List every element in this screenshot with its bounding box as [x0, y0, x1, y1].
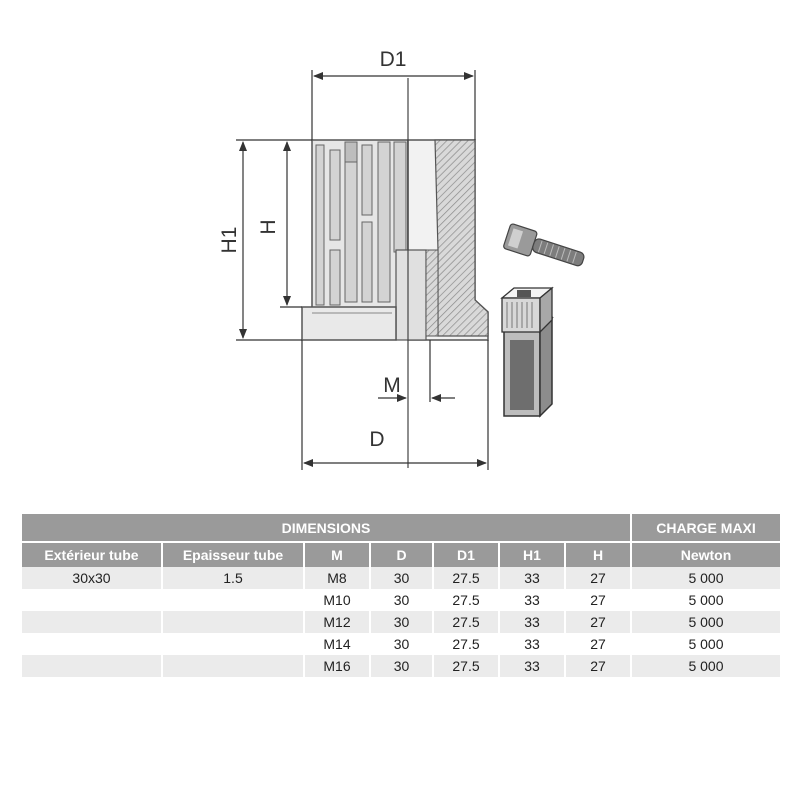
- table-cell: 5 000: [631, 567, 780, 589]
- table-cell: 27.5: [433, 633, 499, 655]
- table-row: [22, 589, 780, 611]
- dimensions-group-header: DIMENSIONS: [22, 514, 631, 542]
- table-cell: [22, 589, 162, 611]
- dimension-d1: [312, 70, 475, 140]
- square-tube-illustration: [502, 288, 552, 416]
- dimension-h-label: H: [257, 219, 280, 235]
- table-cell: 1.5: [162, 567, 304, 589]
- table-row: [22, 633, 780, 655]
- table-cell: 33: [499, 611, 565, 633]
- table-cell: 5 000: [631, 655, 780, 677]
- table-cell: 5 000: [631, 611, 780, 633]
- col-header-h1: H1: [499, 542, 565, 567]
- table-cell: 27: [565, 567, 631, 589]
- table-cell: [22, 633, 162, 655]
- table-cell: [162, 589, 304, 611]
- table-cell: 27: [565, 633, 631, 655]
- table-cell: 33: [499, 589, 565, 611]
- col-header-newton: Newton: [631, 542, 780, 567]
- col-header-d1: D1: [433, 542, 499, 567]
- part-body: [302, 140, 488, 340]
- table-cell: 27: [565, 589, 631, 611]
- table-cell: 33: [499, 567, 565, 589]
- table-cell: 5 000: [631, 633, 780, 655]
- table-cell: 33: [499, 655, 565, 677]
- table-cell: 27: [565, 611, 631, 633]
- table-cell: M14: [304, 633, 370, 655]
- charge-maxi-group-header: CHARGE MAXI: [631, 514, 780, 542]
- table-cell: 30: [370, 589, 433, 611]
- table-cell: 30x30: [22, 567, 162, 589]
- table-cell: 30: [370, 611, 433, 633]
- table-cell: M16: [304, 655, 370, 677]
- table-cell: [162, 633, 304, 655]
- col-header-m: M: [304, 542, 370, 567]
- dimension-d-label: D: [369, 428, 385, 451]
- table-cell: 30: [370, 655, 433, 677]
- col-header-exterieur-tube: Extérieur tube: [22, 542, 162, 567]
- dimension-h: [280, 142, 302, 307]
- dimension-h1: [236, 140, 312, 340]
- table-cell: M12: [304, 611, 370, 633]
- table-cell: 33: [499, 633, 565, 655]
- table-cell: [162, 611, 304, 633]
- table-cell: 30: [370, 633, 433, 655]
- dimensions-table: [22, 514, 780, 677]
- table-row: [22, 611, 780, 633]
- table-cell: 27.5: [433, 567, 499, 589]
- table-cell: 27.5: [433, 611, 499, 633]
- table-cell: [22, 655, 162, 677]
- table-cell: 27.5: [433, 655, 499, 677]
- table-cell: 27: [565, 655, 631, 677]
- table-cell: [162, 655, 304, 677]
- dimension-d: [302, 340, 488, 470]
- table-cell: M8: [304, 567, 370, 589]
- table-cell: [22, 611, 162, 633]
- col-header-d: D: [370, 542, 433, 567]
- dimension-h1-label: H1: [218, 226, 241, 254]
- key-pin-illustration: [503, 223, 587, 272]
- table-cell: 27.5: [433, 589, 499, 611]
- table-row: [22, 655, 780, 677]
- table-cell: 30: [370, 567, 433, 589]
- dimension-d1-label: D1: [379, 48, 407, 71]
- table-cell: M10: [304, 589, 370, 611]
- table-cell: 5 000: [631, 589, 780, 611]
- col-header-epaisseur-tube: Epaisseur tube: [162, 542, 304, 567]
- table-row: [22, 567, 780, 589]
- dimension-m-label: M: [383, 374, 401, 397]
- col-header-h: H: [565, 542, 631, 567]
